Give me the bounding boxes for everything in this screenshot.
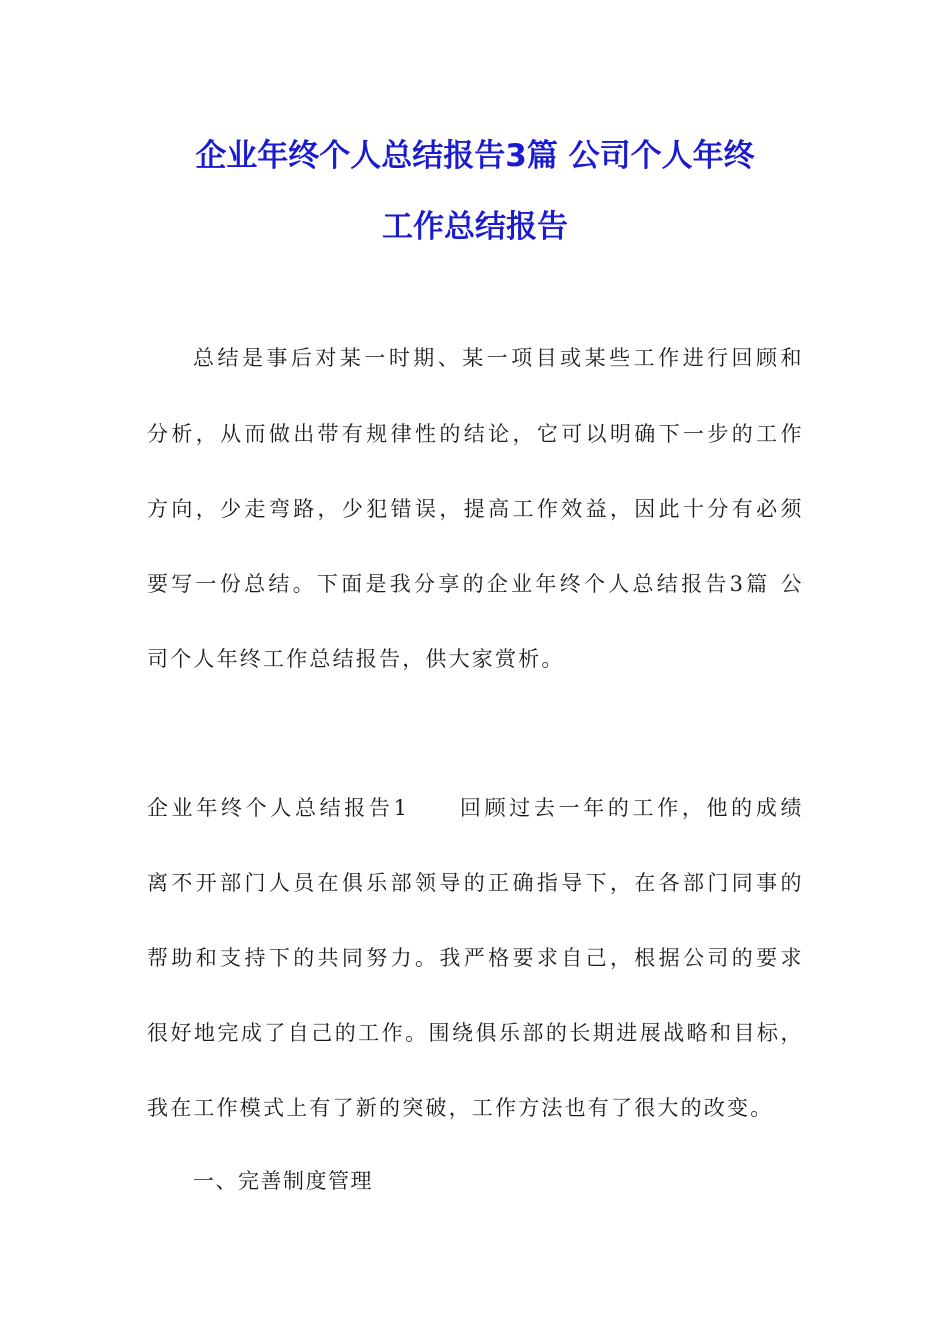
subheading-1: 一、完善制度管理 [193,1169,373,1193]
intro-line-2: 分析，从而做出带有规律性的结论，它可以明确下一步的工作 [147,422,802,446]
intro-line-5: 司个人年终工作总结报告，供大家赏析。 [147,647,565,671]
document-title-line-2: 工作总结报告 [382,209,568,245]
intro-line-1: 总结是事后对某一时期、某一项目或某些工作进行回顾和 [193,346,802,370]
section1-line-5: 我在工作模式上有了新的突破，工作方法也有了很大的改变。 [147,1096,774,1120]
section1-line-3: 帮助和支持下的共同努力。我严格要求自己，根据公司的要求 [147,946,802,970]
intro-line-4: 要写一份总结。下面是我分享的企业年终个人总结报告3篇 公 [147,572,802,596]
section1-line-1: 企业年终个人总结报告1 回顾过去一年的工作，他的成绩 [147,796,802,820]
document-title-line-1: 企业年终个人总结报告3篇 公司个人年终 [195,138,755,174]
section1-line-2: 离不开部门人员在俱乐部领导的正确指导下，在各部门同事的 [147,871,802,895]
intro-line-3: 方向，少走弯路，少犯错误，提高工作效益，因此十分有必须 [147,497,802,521]
section1-line-4: 很好地完成了自己的工作。围绕俱乐部的长期进展战略和目标， [147,1021,802,1045]
